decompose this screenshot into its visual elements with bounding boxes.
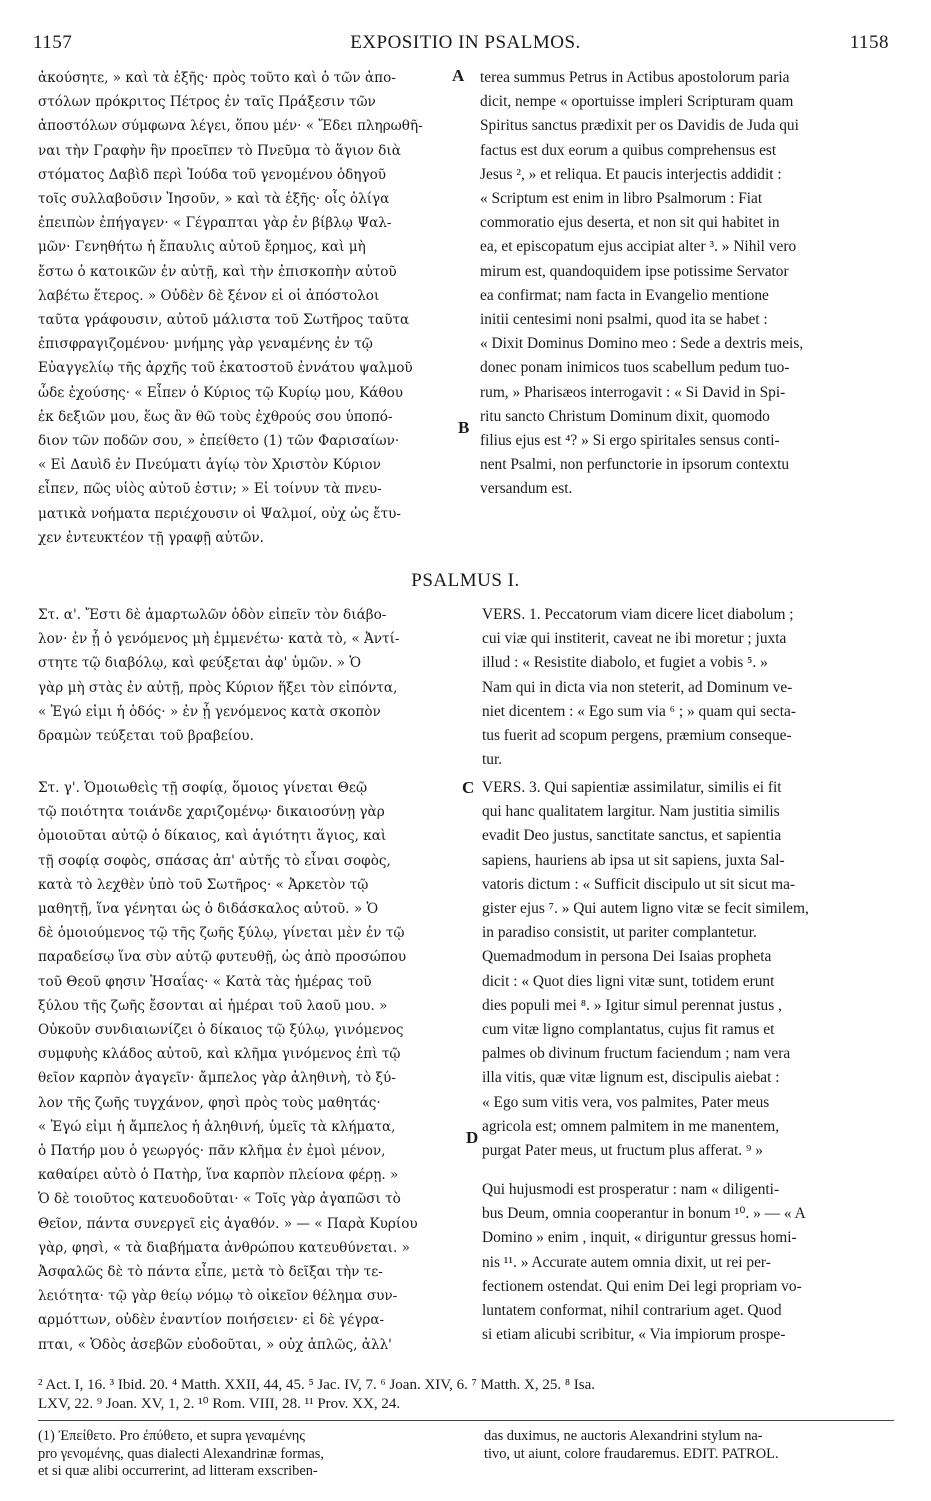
reference-line: ² Act. I, 16. ³ Ibid. 20. ⁴ Matth. XXII, 44, 45. ⁵ Jac. IV, 7. ⁶ Joan. XIV, 6. ⁷ Matth. X, 25. ⁸ Isa. [38,1377,596,1393]
latin-column-top [480,66,890,502]
text-line: τοῦ Θεοῦ φησιν Ἡσαΐας· « Κατὰ τὰς ἡμέρας τοῦ [38,973,372,990]
text-line: luntatem conformat, nihil contrarium aget. Quod [482,1302,782,1320]
editorial-note-right [484,1428,894,1463]
text-line: tus fuerit ad scopum pergens, præmium conseque- [482,727,792,745]
text-line: δραμὼν τεύξεται τοῦ βραβείου. [38,728,254,745]
greek-column-top [38,66,448,550]
text-line: in paradiso consistit, ut pariter complantetur. [482,924,757,942]
latin-verse-3 [482,776,892,1163]
greek-verse-3 [38,776,456,1357]
margin-letter-c: C [462,778,475,797]
text-line: ἐπειπὼν ἐπήγαγεν· « Γέγραπται γὰρ ἐν βίβλῳ Ψαλ- [38,215,392,232]
text-line: Εὐαγγελίῳ τῆς ἀρχῆς τοῦ ἑκατοστοῦ ἐννάτου ψαλμοῦ [38,360,413,377]
editorial-note-left [38,1428,458,1481]
text-line: fectionem ostendat. Qui enim Dei legi propriam vo- [482,1277,802,1295]
text-line: Qui hujusmodi est prosperatur : nam « diligenti- [482,1181,780,1198]
text-line: γὰρ, φησὶ, « τὰ διαβήματα ἀνθρώπου κατευθύνεται. » [38,1239,410,1256]
note-line: et si quæ alibi occurrerint, ad litteram exscriben- [38,1463,318,1479]
text-line: VERS. 3. Qui sapientiæ assimilatur, similis ei fit [482,779,782,796]
note-line: pro γενομένης, quas dialecti Alexandrinæ formas, [38,1445,324,1462]
text-line: ea, et episcopatum ejus accipiat alter ³. » Nihil vero [480,238,797,256]
text-line: « Ego sum vitis vera, vos palmites, Pater meus [482,1093,770,1111]
footnote-divider [38,1420,894,1421]
text-line: cum vitæ ligno complantatus, cujus fit ramus et [482,1021,775,1039]
text-line: Ὁ δὲ τοιοῦτος κατευοδοῦται· « Τοῖς γὰρ ἀγαπῶσι τὸ [38,1191,401,1208]
text-line: VERS. 1. Peccatorum viam dicere licet diabolum ; [482,606,794,623]
text-line: dicit : « Quot dies ligni vitæ sunt, totidem erunt [482,972,775,990]
text-line: Ἀσφαλῶς δὲ τὸ πάντα εἶπε, μετὰ τὸ δεῖξαι τὴν τε- [38,1264,383,1281]
text-line: παραδείσῳ ἵνα σὺν αὐτῷ φυτευθῇ, ὡς ἀπὸ προσώπου [38,949,407,966]
text-line: λειότητα· τῷ γὰρ θείῳ νόμῳ τὸ οἰκεῖον θέλημα συν- [38,1288,398,1305]
text-line: qui hanc qualitatem largitur. Nam justitia similis [482,803,780,821]
text-line: δὲ ὁμοιούμενος τῷ τῆς ζωῆς ξύλῳ, γίνεται μὲν ἐν τῷ [38,925,405,942]
text-line: ναι τὴν Γραφὴν ἣν προεῖπεν τὸ Πνεῦμα τὸ ἅγιον διὰ [38,142,401,159]
text-line: ἀκούσητε, » καὶ τὰ ἑξῆς· πρὸς τοῦτο καὶ ὁ τῶν ἀπο- [38,70,396,86]
text-line: ἔστω ὁ κατοικῶν ἐν αὐτῇ, καὶ τὴν ἐπισκοπὴν αὐτοῦ [38,263,397,280]
text-line: αρμόττων, οὐδὲν ἐναντίον ποιήσειεν· εἰ δὲ γέγρα- [38,1312,385,1329]
text-line: ὧδε ἐχούσης· « Εἶπεν ὁ Κύριος τῷ Κυρίῳ μου, Κάθου [38,384,404,401]
text-line: θεῖον καρπὸν ἀγαγεῖν· ἄμπελος γὰρ ἀληθινὴ, τὸ ξύ- [38,1070,396,1087]
text-line: si etiam alicubi scribitur, « Via impiorum prospe- [482,1326,786,1344]
text-line: filius ejus est ⁴? » Si ergo spiritales sensus conti- [480,432,780,450]
text-line: « Ἐγώ εἰμι ἡ ὁδός· » ἐν ᾗ γενόμενος κατὰ σκοπὸν [38,703,381,720]
text-line: στόματος Δαβὶδ περὶ Ἰούδα τοῦ γενομένου ὁδηγοῦ [38,166,387,183]
text-line: factus est dux eorum a quibus comprehensus est [480,141,777,159]
text-line: palmes ob divinum fructum faciendum ; nam vera [482,1045,791,1063]
text-line: « Scriptum est enim in libro Psalmorum : Fiat [480,190,763,208]
text-line: rum, » Pharisæos interrogavit : « Si David in Spi- [480,383,786,401]
text-line: illud : « Resistite diabolo, et fugiet a vobis ⁵. » [482,654,768,672]
text-line: Domino » enim , inquit, « diriguntur gressus homi- [482,1229,797,1247]
text-line: mirum est, quandoquidem ipse potissime Servator [480,262,789,280]
latin-verse-1 [482,603,892,772]
text-line: κατὰ τὸ λεχθὲν ὑπὸ τοῦ Σωτῆρος· « Ἀρκετὸν τῷ [38,876,369,893]
margin-letter-d: D [466,1128,479,1147]
text-line: gister ejus ⁷. » Qui autem ligno vitæ se fecit similem, [482,900,809,918]
text-line: μαθητῇ, ἵνα γένηται ὡς ὁ διδάσκαλος αὐτοῦ. » Ὁ [38,901,379,918]
text-line: ματικὰ νοήματα περιέχουσιν οἱ Ψαλμοί, οὐχ ὡς ἔτυ- [38,505,401,522]
text-line: dicit, nempe « oportuisse impleri Scripturam quam [480,93,794,111]
text-line: ὁ Πατήρ μου ὁ γεωργός· πᾶν κλῆμα ἐν ἐμοὶ μένον, [38,1143,386,1160]
text-line: Θεῖον, πάντα συνεργεῖ εἰς ἀγαθόν. » — « Παρὰ Κυρίου [38,1215,418,1232]
text-line: μῶν· Γενηθήτω ἡ ἔπαυλις αὐτοῦ ἔρημος, καὶ μὴ [38,239,366,256]
text-line: nis ¹¹. » Accurate autem omnia dixit, ut rei per- [482,1253,771,1271]
text-line: initii centesimi noni psalmi, quod ita se habet : [480,311,768,329]
text-line: λον τῆς ζωῆς τυγχάνον, φησὶ πρὸς τοὺς μαθητάς· [38,1094,381,1111]
text-line: versandum est. [480,480,573,498]
text-line: « Dixit Dominus Domino meo : Sede a dextris meis, [480,335,804,353]
text-line: Οὐκοῦν συνδιαιωνίζει ὁ δίκαιος τῷ ξύλῳ, γινόμενος [38,1022,404,1039]
text-line: bus Deum, omnia cooperantur in bonum ¹⁰. » — « A [482,1205,806,1223]
text-line: συμφυὴς κλάδος αὐτοῦ, καὶ κλῆμα γινόμενος ἐπὶ τῷ [38,1046,401,1063]
text-line: λαβέτω ἕτερος. » Οὐδὲν δὲ ξένον εἰ οἱ ἀπόστολοι [38,287,380,304]
text-line: διον τῶν ποδῶν σου, » ἐπείθετο (1) τῶν Φαρισαίων· [38,433,400,450]
text-line: illa vitis, quæ vitæ lignum est, discipulis aiebat : [482,1069,780,1087]
text-line: Στ. α'. Ἔστι δὲ ἁμαρτωλῶν ὁδὸν εἰπεῖν τὸν διάβο- [38,607,387,623]
text-line: τῇ σοφίᾳ σοφὸς, σπάσας ἀπ' αὐτῆς τὸ εἶναι σοφὸς, [38,852,391,869]
scripture-references [38,1376,898,1414]
text-line: εἶπεν, πῶς υἱὸς αὐτοῦ ἐστιν; » Εἰ τοίνυν τὰ πνευ- [38,481,382,498]
text-line: τοῖς συλλαβοῦσιν Ἰησοῦν, » καὶ τὰ ἑξῆς· οἷς ὀλίγα [38,191,390,208]
psalm-title: PSALMUS I. [411,570,520,591]
text-line: Στ. γ'. Ὁμοιωθεὶς τῇ σοφίᾳ, ὅμοιος γίνεται Θεῷ [38,780,368,796]
text-line: ἐκ δεξιῶν μου, ἕως ἂν θῶ τοὺς ἐχθρούς σου ὑποπό- [38,408,393,425]
text-line: nent Psalmi, non perfunctorie in ipsorum contextu [480,456,790,474]
text-line: ὁμοιοῦται αὐτῷ ὁ δίκαιος, καὶ ἁγιότητι ἅγιος, καὶ [38,828,387,845]
text-line: purgat Pater meus, ut fructum plus afferat. ⁹ » [482,1142,763,1160]
reference-line: LXV, 22. ⁹ Joan. XV, 1, 2. ¹⁰ Rom. VIII, 28. ¹¹ Prov. XX, 24. [38,1396,401,1412]
text-line: agricola est; omnem palmitem in me manentem, [482,1117,780,1135]
text-line: στόλων πρόκριτος Πέτρος ἐν ταῖς Πράξεσιν τῶν [38,94,376,111]
text-line: evadit Deo justus, sanctitate sanctus, et sapientia [482,827,782,845]
text-line: Nam qui in dicta via non steterit, ad Dominum ve- [482,678,793,696]
text-line: λον· ἐν ᾗ ὁ γενόμενος μὴ ἐμμενέτω· κατὰ τὸ, « Ἀντί- [38,631,400,648]
text-line: ταῦτα γράφουσιν, αὐτοῦ μάλιστα τοῦ Σωτῆρος ταῦτα [38,312,410,329]
text-line: « Εἰ Δαυὶδ ἐν Πνεύματι ἁγίῳ τὸν Χριστὸν Κύριον [38,457,381,474]
note-line: (1) Ἐπείθετο. Pro ἐπύθετο, et supra γεναμένης [38,1428,306,1444]
text-line: τῷ ποιότητα τοιάνδε χαριζομένῳ· δικαιοσύνῃ γὰρ [38,804,385,821]
greek-verse-1 [38,603,456,748]
text-line: καθαίρει αὐτὸ ὁ Πατὴρ, ἵνα καρπὸν πλείονα φέρῃ. » [38,1167,399,1184]
text-line: ritu sancto Christum Dominum dixit, quomodo [480,407,770,425]
text-line: γὰρ μὴ στὰς ἐν αὐτῇ, πρὸς Κύριον ἥξει τὸν εἰπόντα, [38,679,398,696]
text-line: ἐπισφραγιζομένου· μνήμης γὰρ γεναμένης ἐν τῷ [38,336,373,353]
text-line: στητε τῷ διαβόλῳ, καὶ φεύξεται ἀφ' ὑμῶν. » Ὁ [38,655,362,672]
text-line: commoratio ejus deserta, et non sit qui habitet in [480,214,780,232]
note-line: tivo, ut aiunt, colore fraudaremus. EDIT. PATROL. [484,1445,779,1462]
text-line: dies populi mei ⁸. » Igitur simul perennat justus , [482,996,782,1014]
running-title: EXPOSITIO IN PSALMOS. [350,32,581,53]
text-line: ea confirmat; nam facta in Evangelio mentione [480,286,769,304]
text-line: Quemadmodum in persona Dei Isaias propheta [482,948,772,966]
note-line: das duximus, ne auctoris Alexandrini stylum na- [484,1428,763,1444]
text-line: cui viæ qui institerit, caveat ne ibi moretur ; juxta [482,630,787,648]
text-line: vatoris dictum : « Sufficit discipulo ut sit sicut ma- [482,875,796,893]
text-line: tur. [482,751,503,769]
text-line: ἀποστόλων σύμφωνα λέγει, ὅπου μέν· « Ἔδει πληρωθῆ- [38,118,423,135]
text-line: Spiritus sanctus prædixit per os Davidis de Juda qui [480,117,799,135]
text-line: sapiens, hauriens ab ipsa ut sit sapiens, juxta Sal- [482,851,785,869]
page-number-left: 1157 [33,32,73,53]
text-line: χεν ἐντευκτέον τῇ γραφῇ αὐτῶν. [38,529,264,546]
text-line: ξύλου τῆς ζωῆς ἔσονται αἱ ἡμέραι τοῦ λαοῦ μου. » [38,997,388,1014]
text-line: Jesus ², » et reliqua. Et paucis interjectis addidit : [480,165,782,183]
margin-letter-b: B [458,418,470,437]
text-line: donec ponam inimicos tuos scabellum pedum tuo- [480,359,790,377]
text-line: niet dicentem : « Ego sum via ⁶ ; » quam qui secta- [482,702,796,720]
text-line: « Ἐγώ εἰμι ἡ ἄμπελος ἡ ἀληθινή, ὑμεῖς τὰ κλήματα, [38,1118,396,1135]
page-number-right: 1158 [849,32,889,53]
text-line: πται, « Ὁδὸς ἀσεβῶν εὐοδοῦται, » οὐχ ἁπλῶς, ἀλλ' [38,1336,392,1353]
latin-verse-3-continued [482,1178,892,1347]
text-line: terea summus Petrus in Actibus apostolorum paria [480,69,790,86]
margin-letter-a: A [452,66,465,85]
